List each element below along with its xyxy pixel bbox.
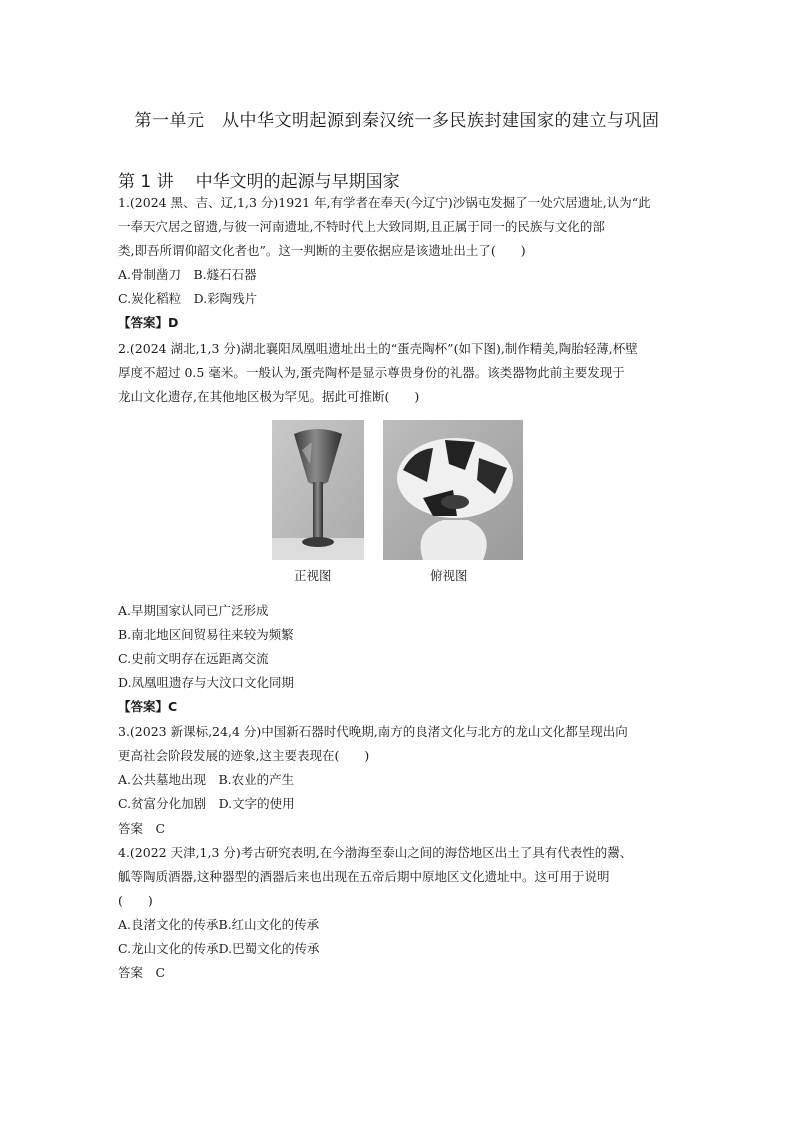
q1-stem-line-1: 1.(2024 黑、吉、辽,1,3 分)1921 年,有学者在奉天(今辽宁)沙锅屯发掘了一处穴居遗址,认为“此 <box>118 195 651 210</box>
unit-title: 第一单元 从中华文明起源到秦汉统一多民族封建国家的建立与巩固 <box>134 111 660 131</box>
q1-answer: 【答案】D <box>118 315 179 330</box>
q3-option-line-2: C.贫富分化加剧 D.文字的使用 <box>118 796 295 811</box>
q2-stem-line-1: 2.(2024 湖北,1,3 分)湖北襄阳凤凰咀遗址出土的“蛋壳陶杯”(如下图),制作精美,陶胎轻薄,杯壁 <box>118 341 638 356</box>
q2-option-b: B.南北地区间贸易往来较为频繁 <box>118 627 294 642</box>
q4-option-line-1: A.良渚文化的传承B.红山文化的传承 <box>118 917 320 932</box>
q3-stem-line-2: 更高社会阶段发展的迹象,这主要表现在( ) <box>118 748 370 763</box>
q3-answer: 答案 C <box>118 821 166 836</box>
q4-answer: 答案 C <box>118 965 166 980</box>
q3-option-line-1: A.公共墓地出现 B.农业的产生 <box>118 772 295 787</box>
top-view-caption: 俯视图 <box>430 568 468 583</box>
lesson-title <box>118 167 400 192</box>
q2-option-d: D.凤凰咀遗存与大汶口文化同期 <box>118 675 295 690</box>
q4-stem-line-1: 4.(2022 天津,1,3 分)考古研究表明,在今渤海至泰山之间的海岱地区出土了具有代表性的鬶、 <box>118 845 633 860</box>
q4-stem-line-3: ( ) <box>118 893 153 908</box>
q4-stem-line-2: 觚等陶质酒器,这种器型的酒器后来也出现在五帝后期中原地区文化遗址中。这可用于说明 <box>118 869 610 884</box>
q1-stem-line-3: 类,即吾所谓仰韶文化者也”。这一判断的主要依据应是该遗址出土了( ) <box>118 243 526 258</box>
lesson-number: 第 1 讲 <box>118 172 174 192</box>
top-view-cup-image <box>383 420 523 560</box>
q2-stem-line-3: 龙山文化遗存,在其他地区极为罕见。据此可推断( ) <box>118 389 420 404</box>
q1-option-line-2: C.炭化稻粒 D.彩陶残片 <box>118 291 258 306</box>
q2-option-a: A.早期国家认同已广泛形成 <box>118 603 269 618</box>
top-view-photo <box>383 420 523 560</box>
front-view-caption: 正视图 <box>294 568 332 583</box>
lesson-name: 中华文明的起源与早期国家 <box>195 172 400 192</box>
front-view-photo <box>272 420 364 560</box>
q1-option-line-1: A.骨制凿刀 B.燧石石器 <box>118 267 257 282</box>
q2-answer: 【答案】C <box>118 699 178 714</box>
q3-stem-line-1: 3.(2023 新课标,24,4 分)中国新石器时代晚期,南方的良渚文化与北方的龙山文化都呈现出向 <box>118 724 628 739</box>
q2-option-c: C.史前文明存在远距离交流 <box>118 651 269 666</box>
q1-stem-line-2: 一奉天穴居之留遗,与彼一河南遗址,不特时代上大致同期,且正属于同一的民族与文化的部 <box>118 219 605 234</box>
q4-option-line-2: C.龙山文化的传承D.巴蜀文化的传承 <box>118 941 320 956</box>
q2-stem-line-2: 厚度不超过 0.5 毫米。一般认为,蛋壳陶杯是显示尊贵身份的礼器。该类器物此前主要发现于 <box>118 365 625 380</box>
front-view-cup-image <box>272 420 364 560</box>
